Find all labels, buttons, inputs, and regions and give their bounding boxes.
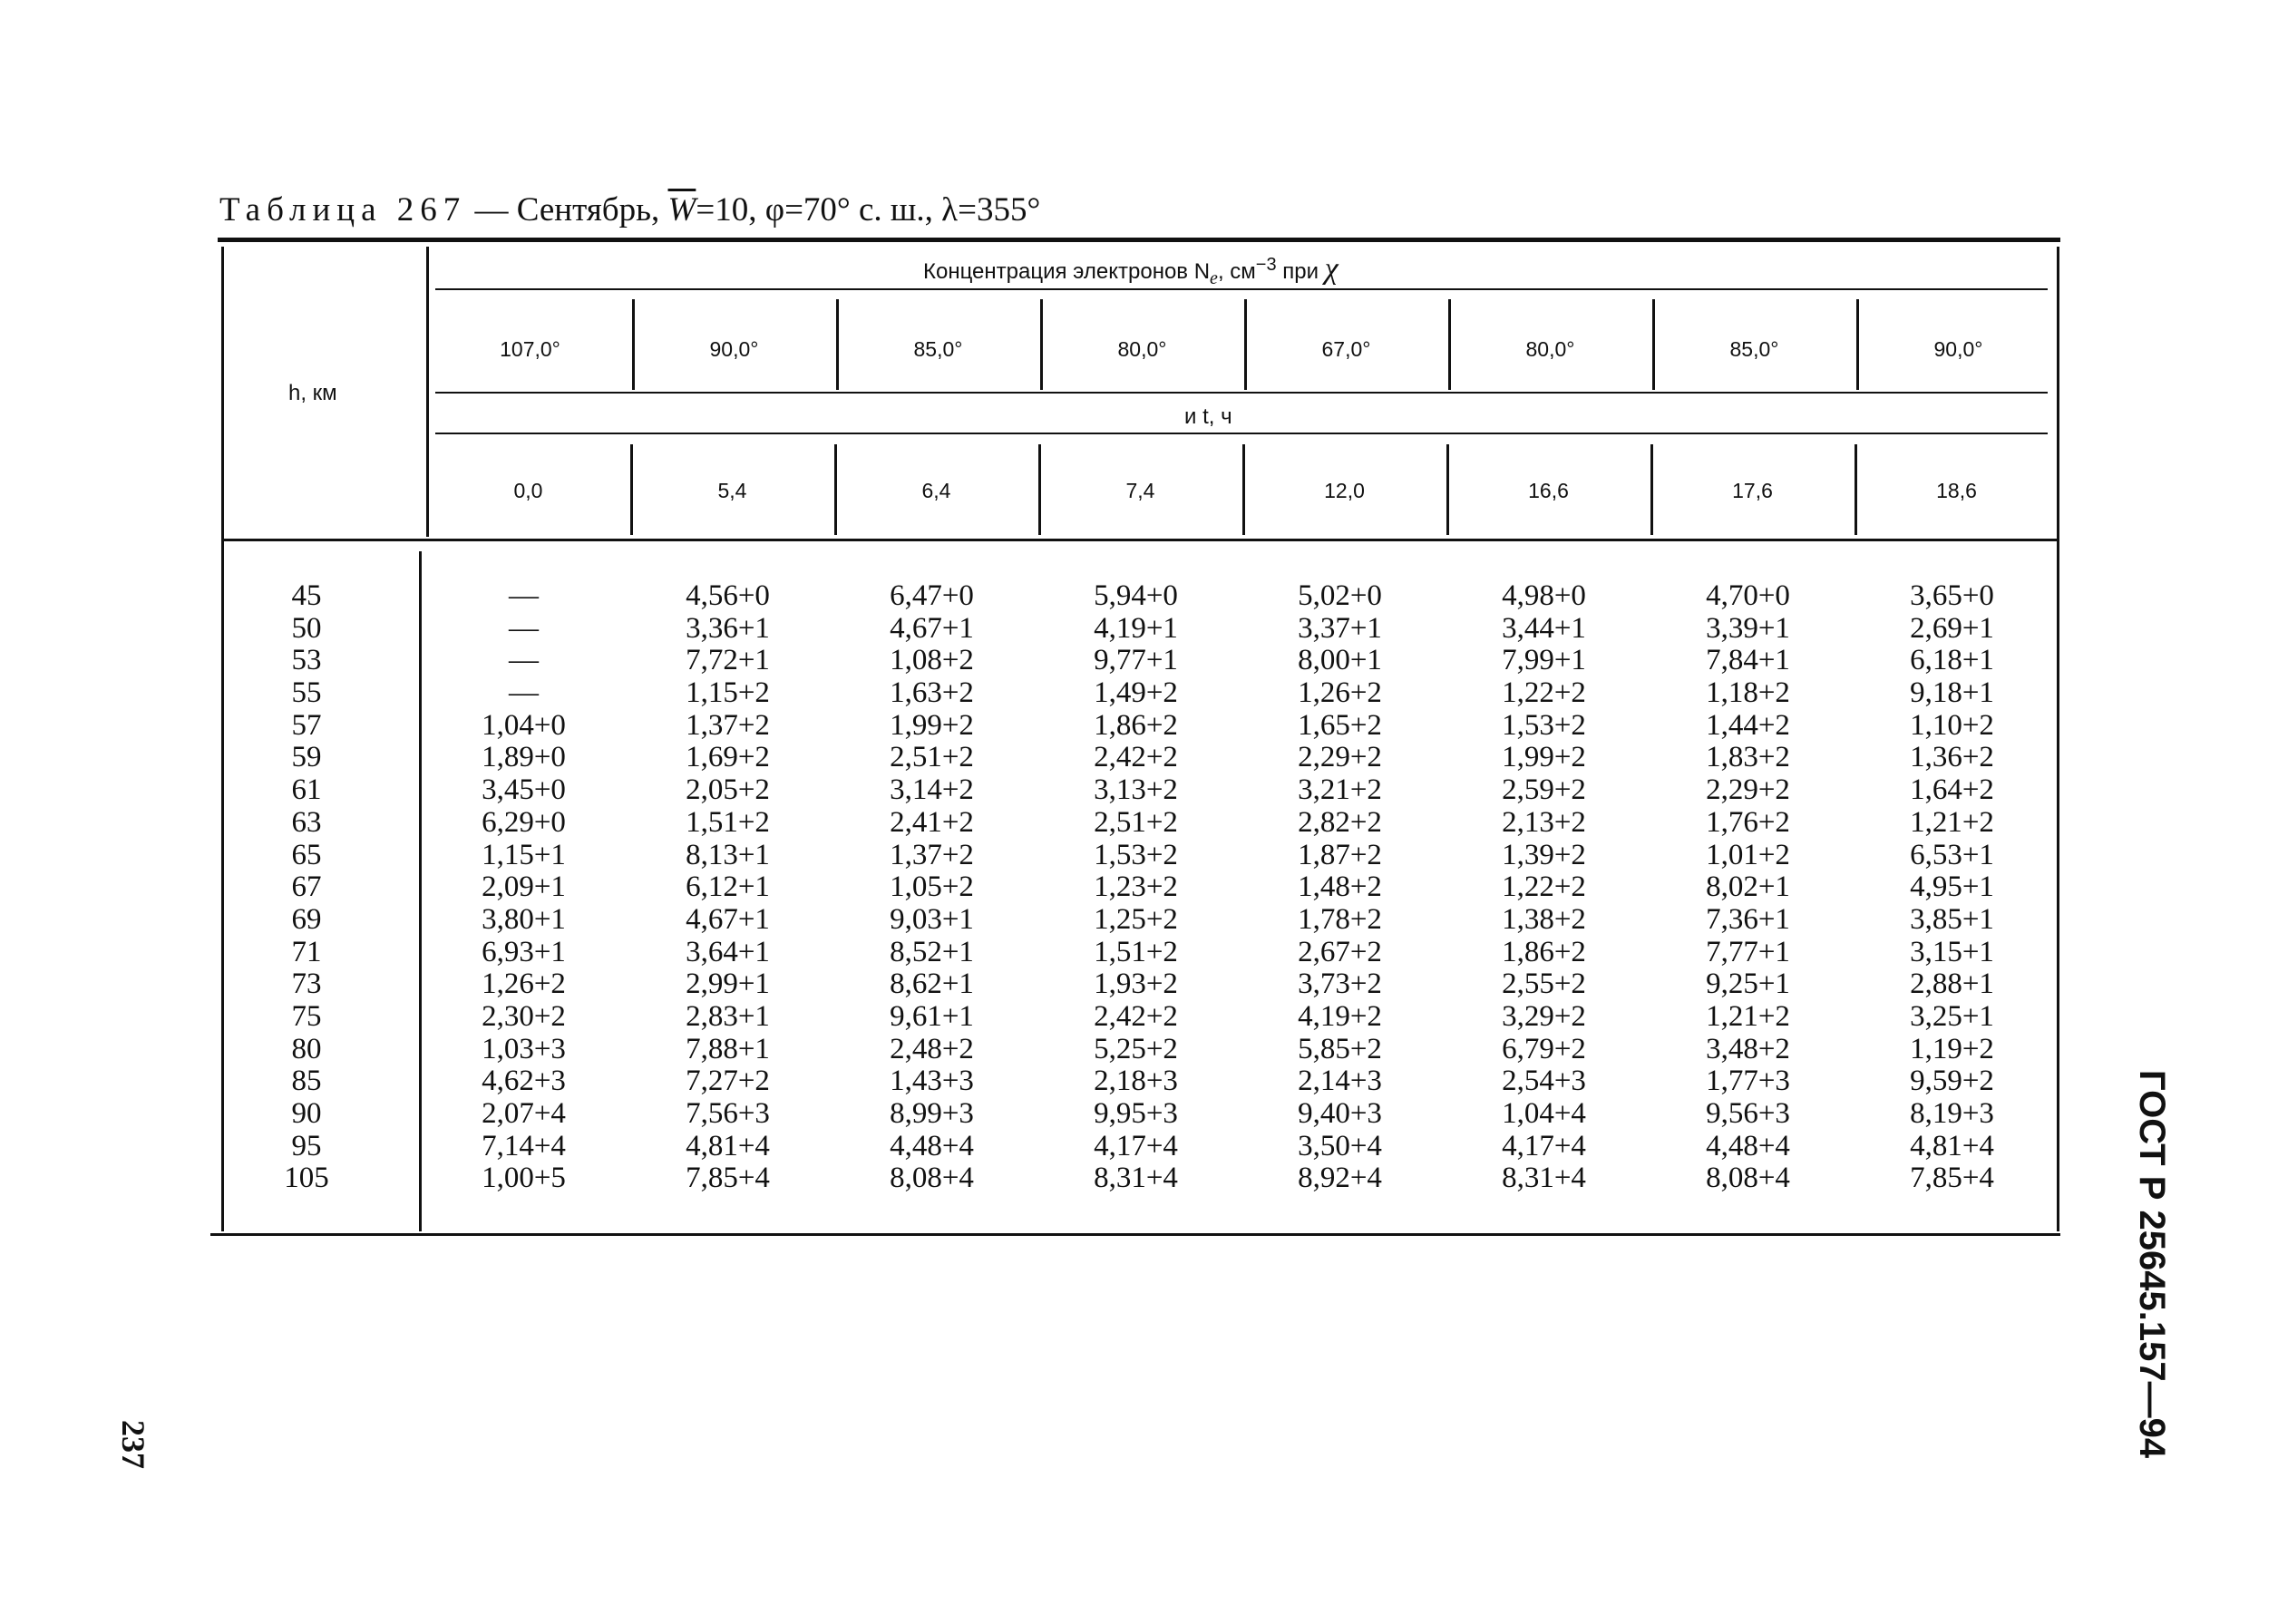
value-cell: 6,53+1 — [1910, 838, 1994, 871]
value-cell: 3,64+1 — [686, 935, 770, 968]
value-cell: 1,03+3 — [482, 1032, 566, 1065]
value-cell: 1,23+2 — [1094, 870, 1178, 904]
table-right-border — [2057, 247, 2059, 1231]
value-cell: 3,13+2 — [1094, 773, 1178, 807]
value-cell: 2,29+2 — [1298, 741, 1382, 774]
value-cell: 2,54+3 — [1502, 1065, 1586, 1098]
value-cell: 1,87+2 — [1298, 838, 1382, 871]
table-left-border — [221, 247, 224, 1231]
value-cell: 7,77+1 — [1706, 935, 1790, 968]
value-cell: 1,37+2 — [686, 708, 770, 742]
header-concentration-at: при — [1276, 259, 1325, 284]
value-cell: 3,39+1 — [1706, 611, 1790, 645]
value-cell: 1,15+2 — [686, 676, 770, 710]
value-cell: 1,04+0 — [482, 708, 566, 742]
value-cell: 1,51+2 — [1094, 935, 1178, 968]
chi-header-1: 107,0° — [500, 337, 560, 361]
t-header-7: 17,6 — [1732, 479, 1773, 502]
table-header-bottom-rule — [222, 539, 2059, 541]
header-concentration — [923, 252, 1339, 289]
value-cell: 3,80+1 — [482, 902, 566, 936]
value-cell: 2,51+2 — [1094, 805, 1178, 839]
value-cell: 4,98+0 — [1502, 579, 1586, 612]
value-cell: 8,62+1 — [890, 968, 974, 1001]
value-cell: 8,52+1 — [890, 935, 974, 968]
value-cell: 1,26+2 — [482, 968, 566, 1001]
value-cell: — — [509, 644, 539, 677]
value-cell: 3,50+4 — [1298, 1129, 1382, 1162]
value-cell: 4,56+0 — [686, 579, 770, 612]
t-header-6: 16,6 — [1528, 479, 1569, 502]
height-cell: 50 — [291, 611, 322, 645]
chi-header-7: 85,0° — [1729, 337, 1779, 361]
height-cell: 73 — [291, 968, 322, 1001]
value-cell: 1,78+2 — [1298, 902, 1382, 936]
value-cell: 7,85+4 — [686, 1162, 770, 1195]
height-cell: 45 — [291, 579, 322, 612]
value-cell: 8,08+4 — [890, 1162, 974, 1195]
value-cell: 1,37+2 — [890, 838, 974, 871]
value-cell: 9,25+1 — [1706, 968, 1790, 1001]
table-top-rule — [218, 238, 2060, 242]
value-cell: 9,61+1 — [890, 999, 974, 1033]
value-cell: 1,77+3 — [1706, 1065, 1790, 1098]
value-cell: 1,36+2 — [1910, 741, 1994, 774]
value-cell: 1,21+2 — [1706, 999, 1790, 1033]
value-cell: 1,65+2 — [1298, 708, 1382, 742]
value-cell: 3,45+0 — [482, 773, 566, 807]
value-cell: 1,86+2 — [1502, 935, 1586, 968]
height-cell: 57 — [291, 708, 322, 742]
data-column-3 — [830, 580, 1034, 1195]
chi-header-5: 67,0° — [1321, 337, 1371, 361]
chi-header-3: 85,0° — [913, 337, 963, 361]
value-cell: 7,84+1 — [1706, 644, 1790, 677]
value-cell: 1,53+2 — [1502, 708, 1586, 742]
value-cell: 8,31+4 — [1094, 1162, 1178, 1195]
value-cell: 2,51+2 — [890, 741, 974, 774]
value-cell: 6,79+2 — [1502, 1032, 1586, 1065]
value-cell: 2,13+2 — [1502, 805, 1586, 839]
value-cell: 1,99+2 — [1502, 741, 1586, 774]
header-concentration-exp: −3 — [1255, 255, 1277, 275]
value-cell: 7,56+3 — [686, 1097, 770, 1130]
header-chi-symbol: χ — [1324, 252, 1339, 286]
data-column-5 — [1238, 580, 1442, 1195]
value-cell: 7,99+1 — [1502, 644, 1586, 677]
header-height-label: h, км — [288, 381, 337, 405]
value-cell: 2,83+1 — [686, 999, 770, 1033]
chi-header-6: 80,0° — [1525, 337, 1575, 361]
height-cell: 75 — [291, 999, 322, 1033]
value-cell: 1,08+2 — [890, 644, 974, 677]
value-cell: 4,70+0 — [1706, 579, 1790, 612]
value-cell: 5,94+0 — [1094, 579, 1178, 612]
value-cell: 6,47+0 — [890, 579, 974, 612]
value-cell: 1,04+4 — [1502, 1097, 1586, 1130]
value-cell: 2,09+1 — [482, 870, 566, 904]
value-cell: 2,99+1 — [686, 968, 770, 1001]
height-cell: 55 — [291, 676, 322, 710]
value-cell: 2,30+2 — [482, 999, 566, 1033]
data-column-8 — [1850, 580, 2054, 1195]
value-cell: 1,15+1 — [482, 838, 566, 871]
value-cell: 2,41+2 — [890, 805, 974, 839]
chi-header-8: 90,0° — [1933, 337, 1983, 361]
data-column-2 — [626, 580, 830, 1195]
value-cell: 4,19+1 — [1094, 611, 1178, 645]
value-cell: 1,48+2 — [1298, 870, 1382, 904]
value-cell: 8,99+3 — [890, 1097, 974, 1130]
value-cell: 4,19+2 — [1298, 999, 1382, 1033]
value-cell: 6,12+1 — [686, 870, 770, 904]
value-cell: 2,42+2 — [1094, 999, 1178, 1033]
value-cell: 1,53+2 — [1094, 838, 1178, 871]
value-cell: 3,44+1 — [1502, 611, 1586, 645]
value-cell: 1,43+3 — [890, 1065, 974, 1098]
header-concentration-text: Концентрация электронов N — [923, 259, 1211, 284]
height-cell: 63 — [291, 805, 322, 839]
value-cell: 1,18+2 — [1706, 676, 1790, 710]
value-cell: 2,67+2 — [1298, 935, 1382, 968]
value-cell: 9,77+1 — [1094, 644, 1178, 677]
value-cell: 4,17+4 — [1502, 1129, 1586, 1162]
value-cell: 4,48+4 — [890, 1129, 974, 1162]
value-cell: 4,95+1 — [1910, 870, 1994, 904]
height-cell: 59 — [291, 741, 322, 774]
caption-w-symbol: $\overline{W}$ — [667, 191, 696, 229]
value-cell: 9,18+1 — [1910, 676, 1994, 710]
height-cell: 105 — [284, 1162, 329, 1195]
value-cell: 2,88+1 — [1910, 968, 1994, 1001]
value-cell: 2,82+2 — [1298, 805, 1382, 839]
height-cell: 69 — [291, 902, 322, 936]
value-cell: 6,29+0 — [482, 805, 566, 839]
value-cell: — — [509, 676, 539, 710]
value-cell: 8,02+1 — [1706, 870, 1790, 904]
value-cell: 2,59+2 — [1502, 773, 1586, 807]
value-cell: 7,85+4 — [1910, 1162, 1994, 1195]
value-cell: 1,26+2 — [1298, 676, 1382, 710]
value-cell: 7,14+4 — [482, 1129, 566, 1162]
value-cell: 4,48+4 — [1706, 1129, 1790, 1162]
value-cell: 5,85+2 — [1298, 1032, 1382, 1065]
value-cell: 9,03+1 — [890, 902, 974, 936]
height-cell: 90 — [291, 1097, 322, 1130]
value-cell: 3,37+1 — [1298, 611, 1382, 645]
value-cell: 1,25+2 — [1094, 902, 1178, 936]
value-cell: 6,18+1 — [1910, 644, 1994, 677]
value-cell: 3,25+1 — [1910, 999, 1994, 1033]
value-cell: 2,18+3 — [1094, 1065, 1178, 1098]
height-cell: 53 — [291, 644, 322, 677]
value-cell: 3,15+1 — [1910, 935, 1994, 968]
header-time — [1184, 404, 1232, 430]
value-cell: 1,22+2 — [1502, 676, 1586, 710]
t-header-8: 18,6 — [1936, 479, 1977, 502]
table-caption — [219, 190, 1040, 229]
value-cell: 4,62+3 — [482, 1065, 566, 1098]
t-header-1: 0,0 — [513, 479, 543, 502]
header-rule-2 — [435, 392, 2048, 394]
value-cell: — — [509, 611, 539, 645]
value-cell: 3,65+0 — [1910, 579, 1994, 612]
height-cell: 95 — [291, 1129, 322, 1162]
header-concentration-unit: , см — [1217, 259, 1256, 284]
caption-month: — Сентябрь, — [466, 191, 668, 229]
data-column-1 — [422, 580, 626, 1195]
value-cell: 9,40+3 — [1298, 1097, 1382, 1130]
value-cell: 1,38+2 — [1502, 902, 1586, 936]
value-cell: 1,99+2 — [890, 708, 974, 742]
value-cell: 2,48+2 — [890, 1032, 974, 1065]
page-number: 237 — [115, 1420, 151, 1469]
value-cell: 4,81+4 — [1910, 1129, 1994, 1162]
value-cell: 1,64+2 — [1910, 773, 1994, 807]
value-cell: 2,07+4 — [482, 1097, 566, 1130]
caption-params: =10, φ=70° с. ш., λ=355° — [696, 191, 1041, 229]
value-cell: 8,13+1 — [686, 838, 770, 871]
value-cell: 9,59+2 — [1910, 1065, 1994, 1098]
height-cell: 85 — [291, 1065, 322, 1098]
header-concentration-sub: e — [1210, 267, 1218, 288]
value-cell: 8,08+4 — [1706, 1162, 1790, 1195]
value-cell: 4,67+1 — [890, 611, 974, 645]
value-cell: 3,21+2 — [1298, 773, 1382, 807]
header-rule-3 — [435, 433, 2048, 434]
value-cell: 3,48+2 — [1706, 1032, 1790, 1065]
chi-header-2: 90,0° — [709, 337, 759, 361]
caption-label: Таблица 267 — [219, 191, 467, 229]
value-cell: 1,69+2 — [686, 741, 770, 774]
value-cell: 3,29+2 — [1502, 999, 1586, 1033]
value-cell: 1,83+2 — [1706, 741, 1790, 774]
height-cell: 61 — [291, 773, 322, 807]
value-cell: 1,21+2 — [1910, 805, 1994, 839]
gost-side-label: ГОСТ Р 25645.157—94 — [2132, 1070, 2172, 1459]
value-cell: 1,89+0 — [482, 741, 566, 774]
value-cell: 1,10+2 — [1910, 708, 1994, 742]
value-cell: 2,05+2 — [686, 773, 770, 807]
header-height — [288, 381, 337, 406]
value-cell: 1,76+2 — [1706, 805, 1790, 839]
value-cell: 1,19+2 — [1910, 1032, 1994, 1065]
value-cell: 6,93+1 — [482, 935, 566, 968]
value-cell: 9,95+3 — [1094, 1097, 1178, 1130]
value-cell: 7,36+1 — [1706, 902, 1790, 936]
value-cell: 7,27+2 — [686, 1065, 770, 1098]
data-column-7 — [1646, 580, 1850, 1195]
height-column — [225, 580, 388, 1195]
value-cell: 8,00+1 — [1298, 644, 1382, 677]
value-cell: 4,81+4 — [686, 1129, 770, 1162]
t-header-5: 12,0 — [1324, 479, 1365, 502]
value-cell: 2,29+2 — [1706, 773, 1790, 807]
value-cell: 1,63+2 — [890, 676, 974, 710]
table-bottom-rule — [210, 1233, 2060, 1236]
value-cell: 1,39+2 — [1502, 838, 1586, 871]
value-cell: 2,14+3 — [1298, 1065, 1382, 1098]
t-header-4: 7,4 — [1125, 479, 1155, 502]
value-cell: 1,51+2 — [686, 805, 770, 839]
height-cell: 71 — [291, 935, 322, 968]
t-header-2: 5,4 — [717, 479, 747, 502]
value-cell: 3,73+2 — [1298, 968, 1382, 1001]
value-cell: 3,14+2 — [890, 773, 974, 807]
value-cell: 3,36+1 — [686, 611, 770, 645]
t-header-3: 6,4 — [921, 479, 951, 502]
value-cell: 1,86+2 — [1094, 708, 1178, 742]
value-cell: 8,19+3 — [1910, 1097, 1994, 1130]
value-cell: 3,85+1 — [1910, 902, 1994, 936]
header-time-label: и t, ч — [1184, 404, 1232, 429]
value-cell: 1,22+2 — [1502, 870, 1586, 904]
value-cell: 4,67+1 — [686, 902, 770, 936]
value-cell: 7,88+1 — [686, 1032, 770, 1065]
value-cell: 1,00+5 — [482, 1162, 566, 1195]
value-cell: 8,31+4 — [1502, 1162, 1586, 1195]
value-cell: 1,44+2 — [1706, 708, 1790, 742]
value-cell: 2,69+1 — [1910, 611, 1994, 645]
value-cell: 4,17+4 — [1094, 1129, 1178, 1162]
value-cell: 7,72+1 — [686, 644, 770, 677]
value-cell: 5,02+0 — [1298, 579, 1382, 612]
value-cell: 8,92+4 — [1298, 1162, 1382, 1195]
data-column-6 — [1442, 580, 1646, 1195]
value-cell: 9,56+3 — [1706, 1097, 1790, 1130]
height-cell: 67 — [291, 870, 322, 904]
height-cell: 80 — [291, 1032, 322, 1065]
value-cell: 2,42+2 — [1094, 741, 1178, 774]
value-cell: — — [509, 579, 539, 612]
value-cell: 1,05+2 — [890, 870, 974, 904]
data-column-4 — [1034, 580, 1238, 1195]
value-cell: 1,49+2 — [1094, 676, 1178, 710]
value-cell: 2,55+2 — [1502, 968, 1586, 1001]
height-cell: 65 — [291, 838, 322, 871]
value-cell: 1,93+2 — [1094, 968, 1178, 1001]
value-cell: 5,25+2 — [1094, 1032, 1178, 1065]
value-cell: 1,01+2 — [1706, 838, 1790, 871]
chi-header-4: 80,0° — [1117, 337, 1167, 361]
